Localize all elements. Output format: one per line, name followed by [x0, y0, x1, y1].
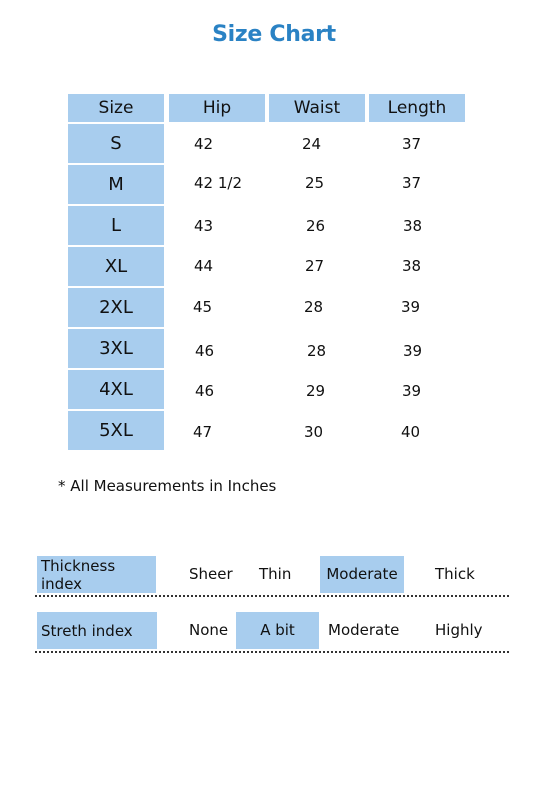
thickness-option-sheer: Sheer — [189, 565, 233, 583]
waist-value: 28 — [307, 342, 327, 360]
header-size: Size — [68, 94, 164, 122]
hip-value: 43 — [194, 217, 214, 235]
header-length: Length — [369, 94, 465, 122]
waist-value: 29 — [306, 382, 326, 400]
length-value: 39 — [403, 342, 423, 360]
hip-value: 42 1/2 — [194, 174, 242, 192]
header-waist: Waist — [269, 94, 365, 122]
stretch-option-none: None — [189, 621, 229, 639]
hip-value: 47 — [193, 423, 213, 441]
page-title: Size Chart — [212, 22, 336, 47]
thickness-option-thin: Thin — [259, 565, 292, 583]
size-cell: 4XL — [68, 370, 164, 409]
length-value: 39 — [401, 298, 421, 316]
size-cell: M — [68, 165, 164, 204]
size-cell: 2XL — [68, 288, 164, 327]
thickness-option-thick: Thick — [435, 565, 475, 583]
hip-value: 44 — [194, 257, 214, 275]
stretch-option-moderate: Moderate — [328, 621, 400, 639]
waist-value: 30 — [304, 423, 324, 441]
length-value: 39 — [402, 382, 422, 400]
hip-value: 45 — [193, 298, 213, 316]
length-value: 40 — [401, 423, 421, 441]
stretch-index-label: Streth index — [37, 612, 157, 649]
waist-value: 27 — [305, 257, 325, 275]
waist-value: 25 — [305, 174, 325, 192]
length-value: 38 — [403, 217, 423, 235]
thickness-index-label: Thickness index — [37, 556, 156, 593]
size-cell: 5XL — [68, 411, 164, 450]
waist-value: 24 — [302, 135, 322, 153]
stretch-option-a-bit-selected: A bit — [236, 612, 319, 649]
waist-value: 28 — [304, 298, 324, 316]
length-value: 37 — [402, 135, 422, 153]
length-value: 37 — [402, 174, 422, 192]
size-cell: 3XL — [68, 329, 164, 368]
measurement-note: * All Measurements in Inches — [58, 477, 277, 495]
hip-value: 42 — [194, 135, 214, 153]
dotted-divider — [35, 595, 509, 597]
stretch-option-highly: Highly — [435, 621, 483, 639]
size-cell: XL — [68, 247, 164, 286]
size-cell: L — [68, 206, 164, 245]
size-cell: S — [68, 124, 164, 163]
header-hip: Hip — [169, 94, 265, 122]
dotted-divider — [35, 651, 509, 653]
hip-value: 46 — [195, 382, 215, 400]
hip-value: 46 — [195, 342, 215, 360]
length-value: 38 — [402, 257, 422, 275]
waist-value: 26 — [306, 217, 326, 235]
thickness-option-moderate-selected: Moderate — [320, 556, 404, 593]
